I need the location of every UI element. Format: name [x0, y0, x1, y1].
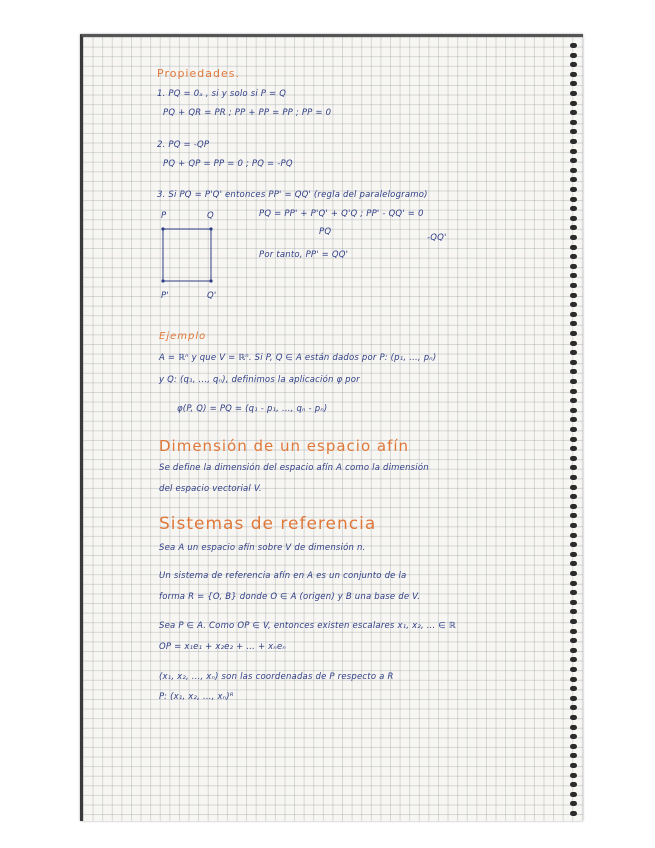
spiral-binding	[569, 37, 579, 821]
spiral-ring	[570, 456, 577, 461]
spiral-ring	[570, 158, 577, 163]
spiral-ring	[570, 446, 577, 451]
note-line: Se define la dimensión del espacio afín A como la dimensión	[159, 463, 429, 473]
note-line: Sea P ∈ A. Como OP ∈ V, entonces existen escalares x₁, x₂, ... ∈ ℝ	[159, 621, 456, 631]
spiral-ring	[570, 177, 577, 182]
heading-sistemas: Sistemas de referencia	[159, 514, 377, 534]
spiral-ring	[570, 379, 577, 384]
spiral-ring	[570, 533, 577, 538]
label-q: Q	[207, 211, 214, 221]
spiral-ring	[570, 235, 577, 240]
spiral-ring	[570, 763, 577, 768]
note-line: y Q: (q₁, ..., qₙ), definimos la aplicación φ por	[159, 375, 360, 385]
spiral-ring	[570, 62, 577, 67]
parallelogram-diagram	[159, 225, 219, 287]
spiral-ring	[570, 273, 577, 278]
spiral-ring	[570, 302, 577, 307]
spiral-ring	[570, 81, 577, 86]
spiral-ring	[570, 705, 577, 710]
spiral-ring	[570, 149, 577, 154]
spiral-ring	[570, 101, 577, 106]
spiral-ring	[570, 91, 577, 96]
spiral-ring	[570, 437, 577, 442]
spiral-ring	[570, 283, 577, 288]
spiral-ring	[570, 590, 577, 595]
spiral-ring	[570, 542, 577, 547]
spiral-ring	[570, 657, 577, 662]
note-line: PQ	[319, 227, 332, 237]
note-line: forma R = {O, B} donde O ∈ A (origen) y B una base de V.	[159, 592, 421, 602]
note-line: PQ + QR = PR ; PP + PP = PP ; PP = 0	[163, 108, 332, 118]
spiral-ring	[570, 72, 577, 77]
spiral-ring	[570, 225, 577, 230]
label-p: P	[161, 211, 167, 221]
spiral-ring	[570, 187, 577, 192]
spiral-ring	[570, 581, 577, 586]
spiral-ring	[570, 734, 577, 739]
heading-ejemplo: Ejemplo	[159, 331, 207, 342]
spiral-ring	[570, 427, 577, 432]
heading-propiedades: Propiedades.	[157, 67, 240, 80]
spiral-ring	[570, 753, 577, 758]
spiral-ring	[570, 744, 577, 749]
spiral-ring	[570, 792, 577, 797]
spiral-ring	[570, 619, 577, 624]
spiral-ring	[570, 389, 577, 394]
spiral-ring	[570, 312, 577, 317]
note-line: PQ = PP' + P'Q' + Q'Q ; PP' - QQ' = 0	[259, 209, 424, 219]
spiral-ring	[570, 667, 577, 672]
note-line: 2. PQ = -QP	[157, 140, 210, 150]
heading-dimension: Dimensión de un espacio afín	[159, 437, 410, 455]
spiral-ring	[570, 408, 577, 413]
spiral-ring	[570, 139, 577, 144]
spiral-ring	[570, 350, 577, 355]
spiral-ring	[570, 53, 577, 58]
spiral-ring	[570, 523, 577, 528]
spiral-ring	[570, 571, 577, 576]
note-line: φ(P, Q) = PQ = (q₁ - p₁, ..., qₙ - pₙ)	[177, 404, 328, 414]
note-line: -QQ'	[427, 233, 447, 243]
spiral-ring	[570, 494, 577, 499]
spiral-ring	[570, 801, 577, 806]
label-p-prime: P'	[161, 291, 169, 301]
note-line: P: (x₁, x₂, ..., xₙ)ᴿ	[159, 692, 234, 702]
spiral-ring	[570, 715, 577, 720]
note-line: del espacio vectorial V.	[159, 484, 262, 494]
spiral-ring	[570, 293, 577, 298]
spiral-ring	[570, 110, 577, 115]
spiral-ring	[570, 552, 577, 557]
spiral-ring	[570, 561, 577, 566]
spiral-ring	[570, 609, 577, 614]
note-line: (x₁, x₂, ..., xₙ) son las coordenadas de P respecto a R	[159, 672, 394, 682]
spiral-ring	[570, 331, 577, 336]
spiral-ring	[570, 629, 577, 634]
spiral-ring	[570, 782, 577, 787]
label-q-prime: Q'	[207, 291, 217, 301]
spiral-ring	[570, 360, 577, 365]
spiral-ring	[570, 369, 577, 374]
spiral-ring	[570, 254, 577, 259]
spiral-ring	[570, 465, 577, 470]
note-line: A = ℝⁿ y que V = ℝⁿ. Si P, Q ∈ A están dados por P: (p₁, ..., pₙ)	[159, 353, 437, 363]
spiral-ring	[570, 216, 577, 221]
note-line: 3. Si PQ = P'Q' entonces PP' = QQ' (regla del paralelogramo)	[157, 190, 428, 200]
spiral-ring	[570, 475, 577, 480]
spiral-ring	[570, 638, 577, 643]
spiral-ring	[570, 264, 577, 269]
note-line: PQ + QP = PP = 0 ; PQ = -PQ	[163, 159, 293, 169]
spiral-ring	[570, 677, 577, 682]
spiral-ring	[570, 206, 577, 211]
spiral-ring	[570, 168, 577, 173]
spiral-ring	[570, 686, 577, 691]
spiral-ring	[570, 485, 577, 490]
spiral-ring	[570, 696, 577, 701]
spiral-ring	[570, 129, 577, 134]
spiral-ring	[570, 417, 577, 422]
spiral-ring	[570, 811, 577, 816]
spiral-ring	[570, 341, 577, 346]
spiral-ring	[570, 321, 577, 326]
spiral-ring	[570, 648, 577, 653]
spiral-ring	[570, 197, 577, 202]
spiral-ring	[570, 398, 577, 403]
spiral-ring	[570, 504, 577, 509]
note-line: Sea A un espacio afín sobre V de dimensión n.	[159, 543, 366, 553]
notebook-page	[80, 34, 583, 821]
note-line: 1. PQ = 0ₐ , si y solo si P = Q	[157, 89, 287, 99]
spiral-ring	[570, 120, 577, 125]
note-line: Por tanto, PP' = QQ'	[259, 250, 349, 260]
spiral-ring	[570, 513, 577, 518]
spiral-ring	[570, 773, 577, 778]
note-line: OP = x₁e₁ + x₂e₂ + ... + xₙeₙ	[159, 642, 287, 652]
spiral-ring	[570, 245, 577, 250]
note-line: Un sistema de referencia afín en A es un conjunto de la	[159, 571, 407, 581]
spiral-ring	[570, 725, 577, 730]
spiral-ring	[570, 43, 577, 48]
spiral-ring	[570, 600, 577, 605]
